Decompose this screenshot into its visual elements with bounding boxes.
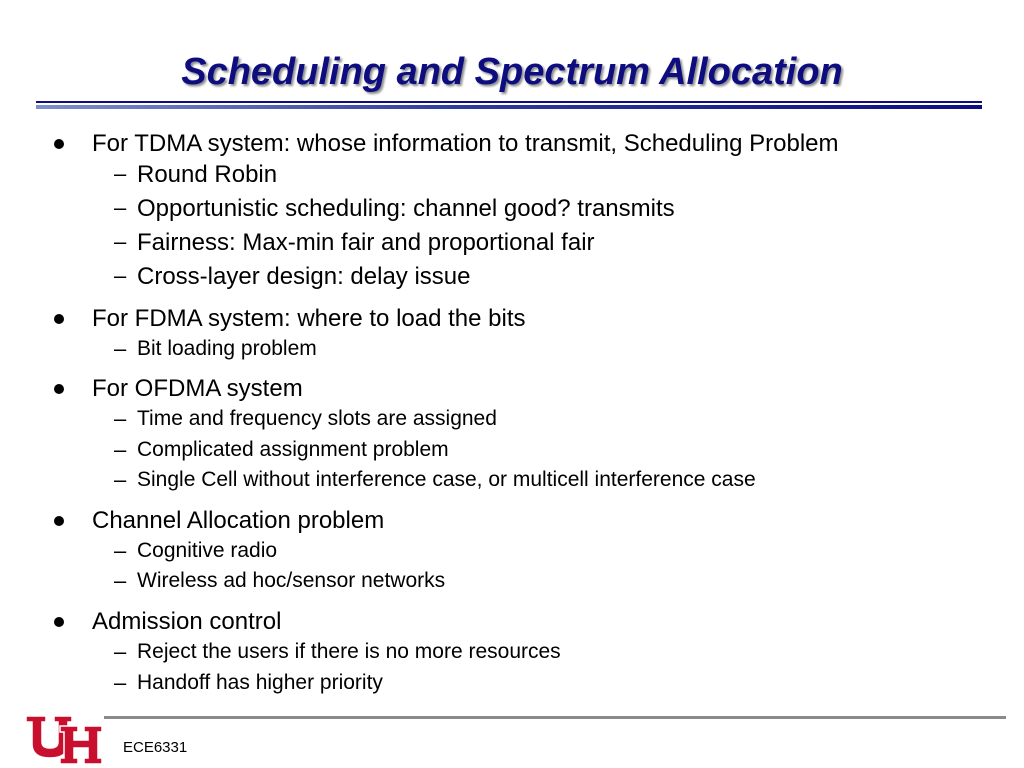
sub-item-text: Time and frequency slots are assigned — [137, 407, 497, 430]
dash-icon: – — [114, 406, 127, 431]
bullet-dot-icon — [54, 314, 64, 324]
sub-item-text: Round Robin — [137, 161, 278, 188]
sub-item — [0, 195, 1024, 223]
sub-item-text: Bit loading problem — [137, 337, 317, 360]
sub-item — [0, 229, 1024, 257]
bullet-dot-icon — [54, 516, 64, 526]
sub-item — [0, 538, 1024, 566]
sub-item — [0, 161, 1024, 189]
dash-icon: – — [114, 467, 127, 492]
bullet-item-channel-allocation — [0, 507, 1024, 539]
bullet-dot-icon — [54, 139, 64, 149]
dash-icon: – — [114, 263, 127, 288]
bullet-text: For TDMA system: whose information to transmit, Scheduling Problem — [92, 130, 839, 157]
footer-course-code: ECE6331 — [123, 739, 188, 756]
bullet-dot-icon — [54, 384, 64, 394]
dash-icon: – — [114, 568, 127, 593]
footer-rule — [104, 716, 1006, 719]
sub-item-text: Single Cell without interference case, or multicell interference case — [137, 468, 756, 491]
bullet-item-admission-control — [0, 608, 1024, 640]
university-of-houston-logo-icon — [24, 712, 102, 766]
sub-item — [0, 406, 1024, 434]
sub-item — [0, 263, 1024, 291]
dash-icon: – — [114, 538, 127, 563]
sub-item-text: Handoff has higher priority — [137, 671, 383, 694]
bullet-item-fdma — [0, 305, 1024, 337]
sub-item — [0, 336, 1024, 364]
sub-item-text: Opportunistic scheduling: channel good? transmits — [137, 195, 675, 222]
dash-icon: – — [114, 639, 127, 664]
bullet-text: Channel Allocation problem — [92, 507, 385, 534]
bullet-item-ofdma — [0, 375, 1024, 407]
sub-item — [0, 568, 1024, 596]
bullet-item-tdma — [0, 130, 1024, 162]
dash-icon: – — [114, 161, 127, 186]
sub-item-text: Cross-layer design: delay issue — [137, 263, 471, 290]
bullet-text: For FDMA system: where to load the bits — [92, 305, 526, 332]
dash-icon: – — [114, 195, 127, 220]
sub-item-text: Reject the users if there is no more resources — [137, 640, 561, 663]
dash-icon: – — [114, 229, 127, 254]
sub-item — [0, 670, 1024, 698]
sub-item-text: Cognitive radio — [137, 539, 278, 562]
sub-item — [0, 437, 1024, 465]
slide-title: Scheduling and Spectrum Allocation — [181, 51, 843, 93]
sub-item-text: Wireless ad hoc/sensor networks — [137, 569, 446, 592]
sub-item-text: Complicated assignment problem — [137, 438, 449, 461]
sub-item-text: Fairness: Max-min fair and proportional fair — [137, 229, 595, 256]
sub-item — [0, 639, 1024, 667]
sub-item — [0, 467, 1024, 495]
bullet-text: For OFDMA system — [92, 375, 303, 402]
dash-icon: – — [114, 670, 127, 695]
bullet-text: Admission control — [92, 608, 282, 635]
dash-icon: – — [114, 336, 127, 361]
dash-icon: – — [114, 437, 127, 462]
bullet-dot-icon — [54, 617, 64, 627]
